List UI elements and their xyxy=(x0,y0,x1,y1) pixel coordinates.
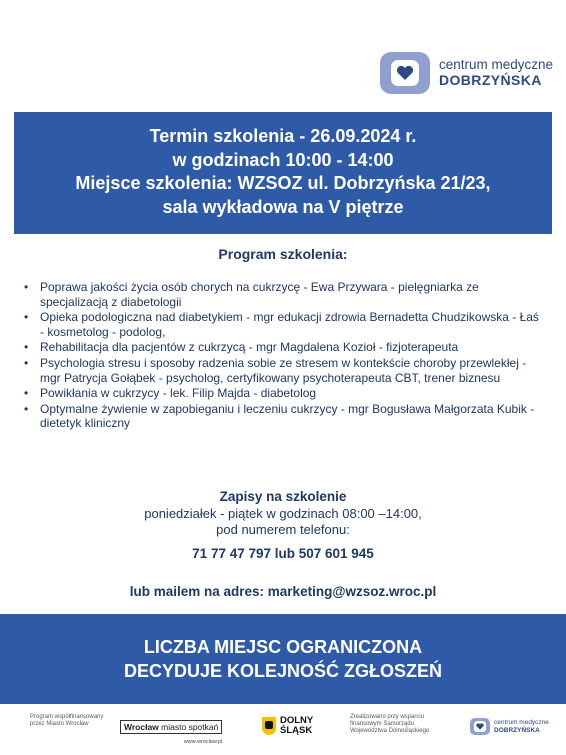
heart-logo-icon xyxy=(470,718,490,735)
bullet-icon: • xyxy=(24,401,29,416)
training-info-banner xyxy=(14,112,552,234)
program-item-text: Rehabilitacja dla pacjentów z cukrzycą - mgr Magdalena Kozioł - fizjoterapeuta xyxy=(40,340,459,355)
wroclaw-url: www.wroclaw.pl xyxy=(183,739,223,745)
dolny-slask-line1: DOLNY xyxy=(280,715,314,726)
limited-seats-line2: DECYDUJE KOLEJNOŚĆ ZGŁOSZEŃ xyxy=(123,661,443,681)
cofinancing-note: Program współfinansowany przez Miasto Wrocław xyxy=(30,714,104,727)
dolny-slask-crest-icon xyxy=(262,717,276,735)
program-item-text: Poprawa jakości życia osób chorych na cukrzycę - Ewa Przywara - pielęgniarka ze specjalizacją z diabetologii xyxy=(40,280,479,309)
footer-brand-line1: centrum medyczne xyxy=(494,719,549,726)
footer-brand-line2 xyxy=(494,727,549,735)
bullet-icon: • xyxy=(24,280,29,294)
dolny-slask-text xyxy=(280,716,313,735)
footer-brand-text xyxy=(494,719,549,734)
program-item-text: Optymalne żywienie w zapobieganiu i leczeniu cukrzycy - mgr Bogusława Małgorzata Kubik - dietetyk kliniczny xyxy=(40,401,535,431)
wroclaw-logo-tagline: miasto spotkań xyxy=(161,722,219,732)
header-logo-line1: centrum medyczne xyxy=(439,56,554,72)
program-item-text: Psychologia stresu i sposoby radzenia sobie ze stresem w kontekście choroby przewlekłej - mgr Patrycja Gołąbek - psycholog, certyfikowany psychoterapeuta CBT, trener biznesu xyxy=(40,355,527,385)
footer-brand-logo xyxy=(470,718,549,735)
training-room: sala wykładowa na V piętrze xyxy=(162,196,404,217)
footer-brand-line2-text: DOBRZYŃSKA xyxy=(494,726,540,734)
program-item xyxy=(24,402,546,431)
program-item xyxy=(24,310,546,339)
training-place: Miejsce szkolenia: WZSOZ ul. Dobrzyńska 21/23, xyxy=(75,173,491,193)
dolny-slask-logo xyxy=(262,716,313,735)
signup-title: Zapisy na szkolenie xyxy=(219,489,347,504)
bullet-icon: • xyxy=(24,340,29,355)
header-logo-line2: DOBRZYŃSKA xyxy=(439,71,542,88)
limited-seats-line1: LICZBA MIEJSC OGRANICZONA xyxy=(143,637,423,657)
signup-email[interactable]: lub mailem na adres: marketing@wzsoz.wroc.pl xyxy=(129,584,437,599)
regional-support-note: Zrealizowano przy wsparciu finansowym Samorządu Województwa Dolnośląskiego xyxy=(350,714,430,734)
wroclaw-logo xyxy=(120,717,222,745)
signup-section xyxy=(0,489,566,561)
dolny-slask-line2: ŚLĄSK xyxy=(280,724,313,736)
wroclaw-logo-name: Wrocław xyxy=(124,722,159,732)
program-list xyxy=(24,280,546,432)
bullet-icon: • xyxy=(24,386,29,401)
program-item-text: Opieka podologiczna nad diabetykiem - mgr edukacji zdrowia Bernadetta Chudzikowska - Łaś - kosmetolog - podolog, xyxy=(40,310,539,339)
bullet-icon: • xyxy=(24,310,29,325)
program-item xyxy=(24,386,546,401)
signup-phone-label: pod numerem telefonu: xyxy=(216,522,350,537)
signup-phone-numbers[interactable]: 71 77 47 797 lub 507 601 945 xyxy=(192,546,374,561)
program-item xyxy=(24,356,546,385)
sponsor-footer xyxy=(0,708,566,755)
training-hours: w godzinach 10:00 - 14:00 xyxy=(172,149,394,170)
header-logo-text xyxy=(439,58,553,88)
limited-seats-banner xyxy=(0,614,566,704)
program-title: Program szkolenia: xyxy=(218,246,348,262)
training-date: Termin szkolenia - 26.09.2024 r. xyxy=(149,126,417,146)
wroclaw-logo-box xyxy=(120,720,222,734)
header-logo xyxy=(380,52,553,94)
program-item xyxy=(24,340,546,355)
program-item-text: Powikłania w cukrzycy - lek. Filip Majda - diabetolog xyxy=(40,386,317,401)
signup-hours: poniedziałek - piątek w godzinach 08:00 –14:00, xyxy=(144,506,422,521)
program-item xyxy=(24,280,546,309)
bullet-icon: • xyxy=(24,355,29,370)
heart-logo-icon xyxy=(380,52,430,94)
